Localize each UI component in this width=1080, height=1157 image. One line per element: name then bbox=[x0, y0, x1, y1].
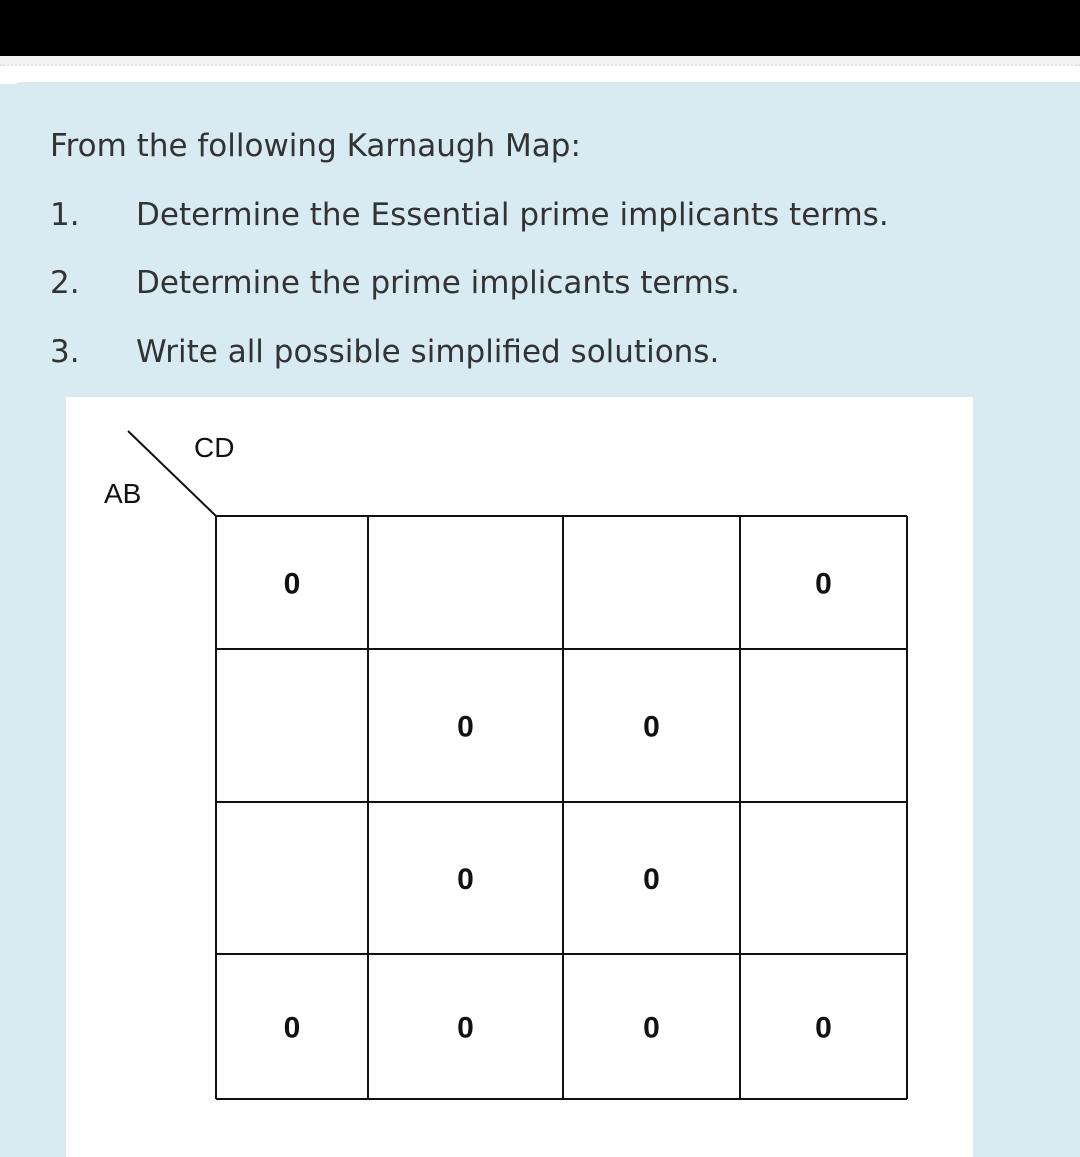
kmap-cell-r3-c2: 0 bbox=[643, 1011, 660, 1045]
task-item-2 bbox=[50, 265, 740, 301]
task-text: Determine the prime implicants terms. bbox=[136, 265, 740, 301]
task-item-3 bbox=[50, 334, 719, 370]
karnaugh-map bbox=[66, 397, 973, 1157]
kmap-cell-r1-c2: 0 bbox=[643, 710, 660, 744]
top-black-bar bbox=[0, 0, 1080, 56]
kmap-cell-r0-c3: 0 bbox=[815, 567, 832, 601]
kmap-cell-r2-c1: 0 bbox=[457, 863, 474, 896]
kmap-grid bbox=[216, 516, 907, 1099]
kmap-cell-r2-c2: 0 bbox=[643, 863, 660, 896]
kmap-cell-r3-c3: 0 bbox=[815, 1011, 832, 1045]
kmap-cell-r1-c1: 0 bbox=[457, 710, 474, 744]
task-number: 1. bbox=[50, 197, 80, 233]
kmap-cell-r3-c1: 0 bbox=[457, 1011, 474, 1045]
question-intro: From the following Karnaugh Map: bbox=[50, 128, 581, 164]
task-text: Write all possible simplified solutions. bbox=[136, 334, 720, 370]
kmap-cell-r0-c0: 0 bbox=[283, 567, 301, 601]
kmap-col-variable-label: CD bbox=[194, 432, 235, 463]
task-number: 3. bbox=[50, 334, 80, 370]
kmap-row-variable-label: AB bbox=[104, 478, 142, 509]
kmap-cells bbox=[284, 568, 832, 1045]
task-item-1 bbox=[50, 197, 889, 233]
kmap-cell-r3-c0: 0 bbox=[283, 1011, 301, 1045]
task-text: Determine the Essential prime implicants terms. bbox=[136, 197, 889, 233]
karnaugh-map-card bbox=[66, 397, 973, 1157]
top-divider bbox=[0, 56, 1080, 66]
task-number: 2. bbox=[50, 265, 80, 301]
